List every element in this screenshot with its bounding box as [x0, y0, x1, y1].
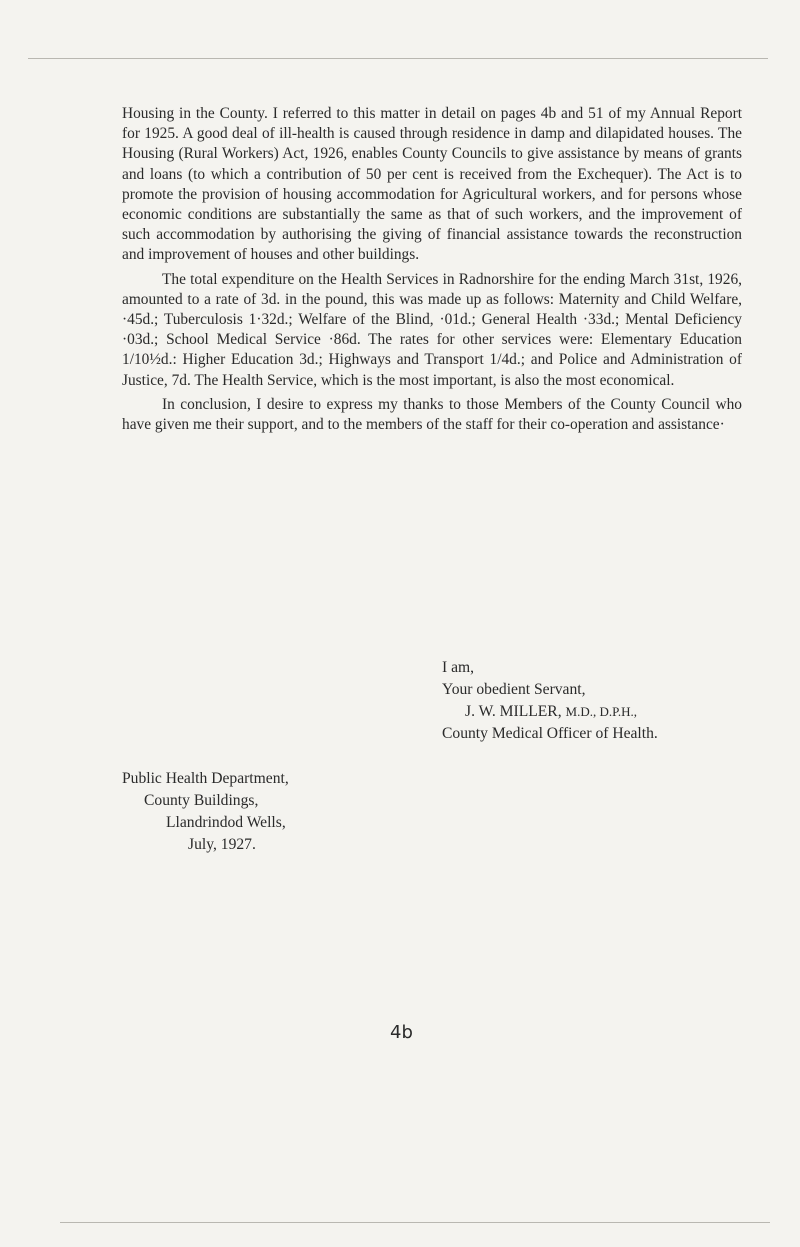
top-edge-mark	[28, 58, 768, 59]
address-block	[122, 768, 289, 856]
paragraph-housing: Housing in the County. I referred to this matter in detail on pages 4b and 51 of my Annual Report for 1925. A good deal of ill-health is caused through residence in damp and dilapidated houses. The Housing (Rural Workers) Act, 1926, enables County Councils to give assistance by means of grants and loans (to which a contribution of 50 per cent is received from the Exchequer). The Act is to promote the provision of housing accommodation for Agricultural workers, and for persons whose economic conditions are substantially the same as that of such workers, and the improvement of such accommodation by authorising the giving of financial assistance towards the reconstruction and improvement of houses and other buildings.	[122, 105, 742, 264]
signature-line	[122, 701, 762, 723]
signer-name: J. W. MILLER,	[465, 703, 562, 720]
salutation: I am,	[442, 659, 475, 676]
signer-title: County Medical Officer of Health.	[442, 725, 658, 742]
signer-degrees: M.D., D.P.H.,	[565, 704, 638, 719]
paragraph-conclusion: In conclusion, I desire to express my thanks to those Members of the County Council who have given me their support, and to the members of the staff for their co-operation and assistance·	[122, 395, 742, 434]
valediction: Your obedient Servant,	[442, 681, 586, 698]
date-line: July, 1927.	[188, 836, 256, 853]
page-number: 4b	[390, 1022, 413, 1043]
bottom-edge-mark	[60, 1222, 770, 1223]
address-line-2: County Buildings,	[144, 792, 259, 809]
address-line-1: Public Health Department,	[122, 770, 289, 787]
address-line-3: Llandrindod Wells,	[166, 814, 286, 831]
paragraph-expenditure: The total expenditure on the Health Services in Radnorshire for the ending March 31st, 1926, amounted to a rate of 3d. in the pound, this was made up as follows: Maternity and Child Welfare, ·45d.; Tuberculosis 1·32d.; Welfare of the Blind, ·01d.; General Health ·33d.; Mental Deficiency ·03d.; School Medical Service ·86d. The rates for other services were: Elementary Education 1/10½d.: Higher Education 3d.; Highways and Transport 1/4d.; and Police and Administration of Justice, 7d. The Health Service, which is the most important, is also the most economical.	[122, 270, 742, 389]
body-text	[122, 104, 742, 435]
closing-block	[122, 657, 762, 745]
